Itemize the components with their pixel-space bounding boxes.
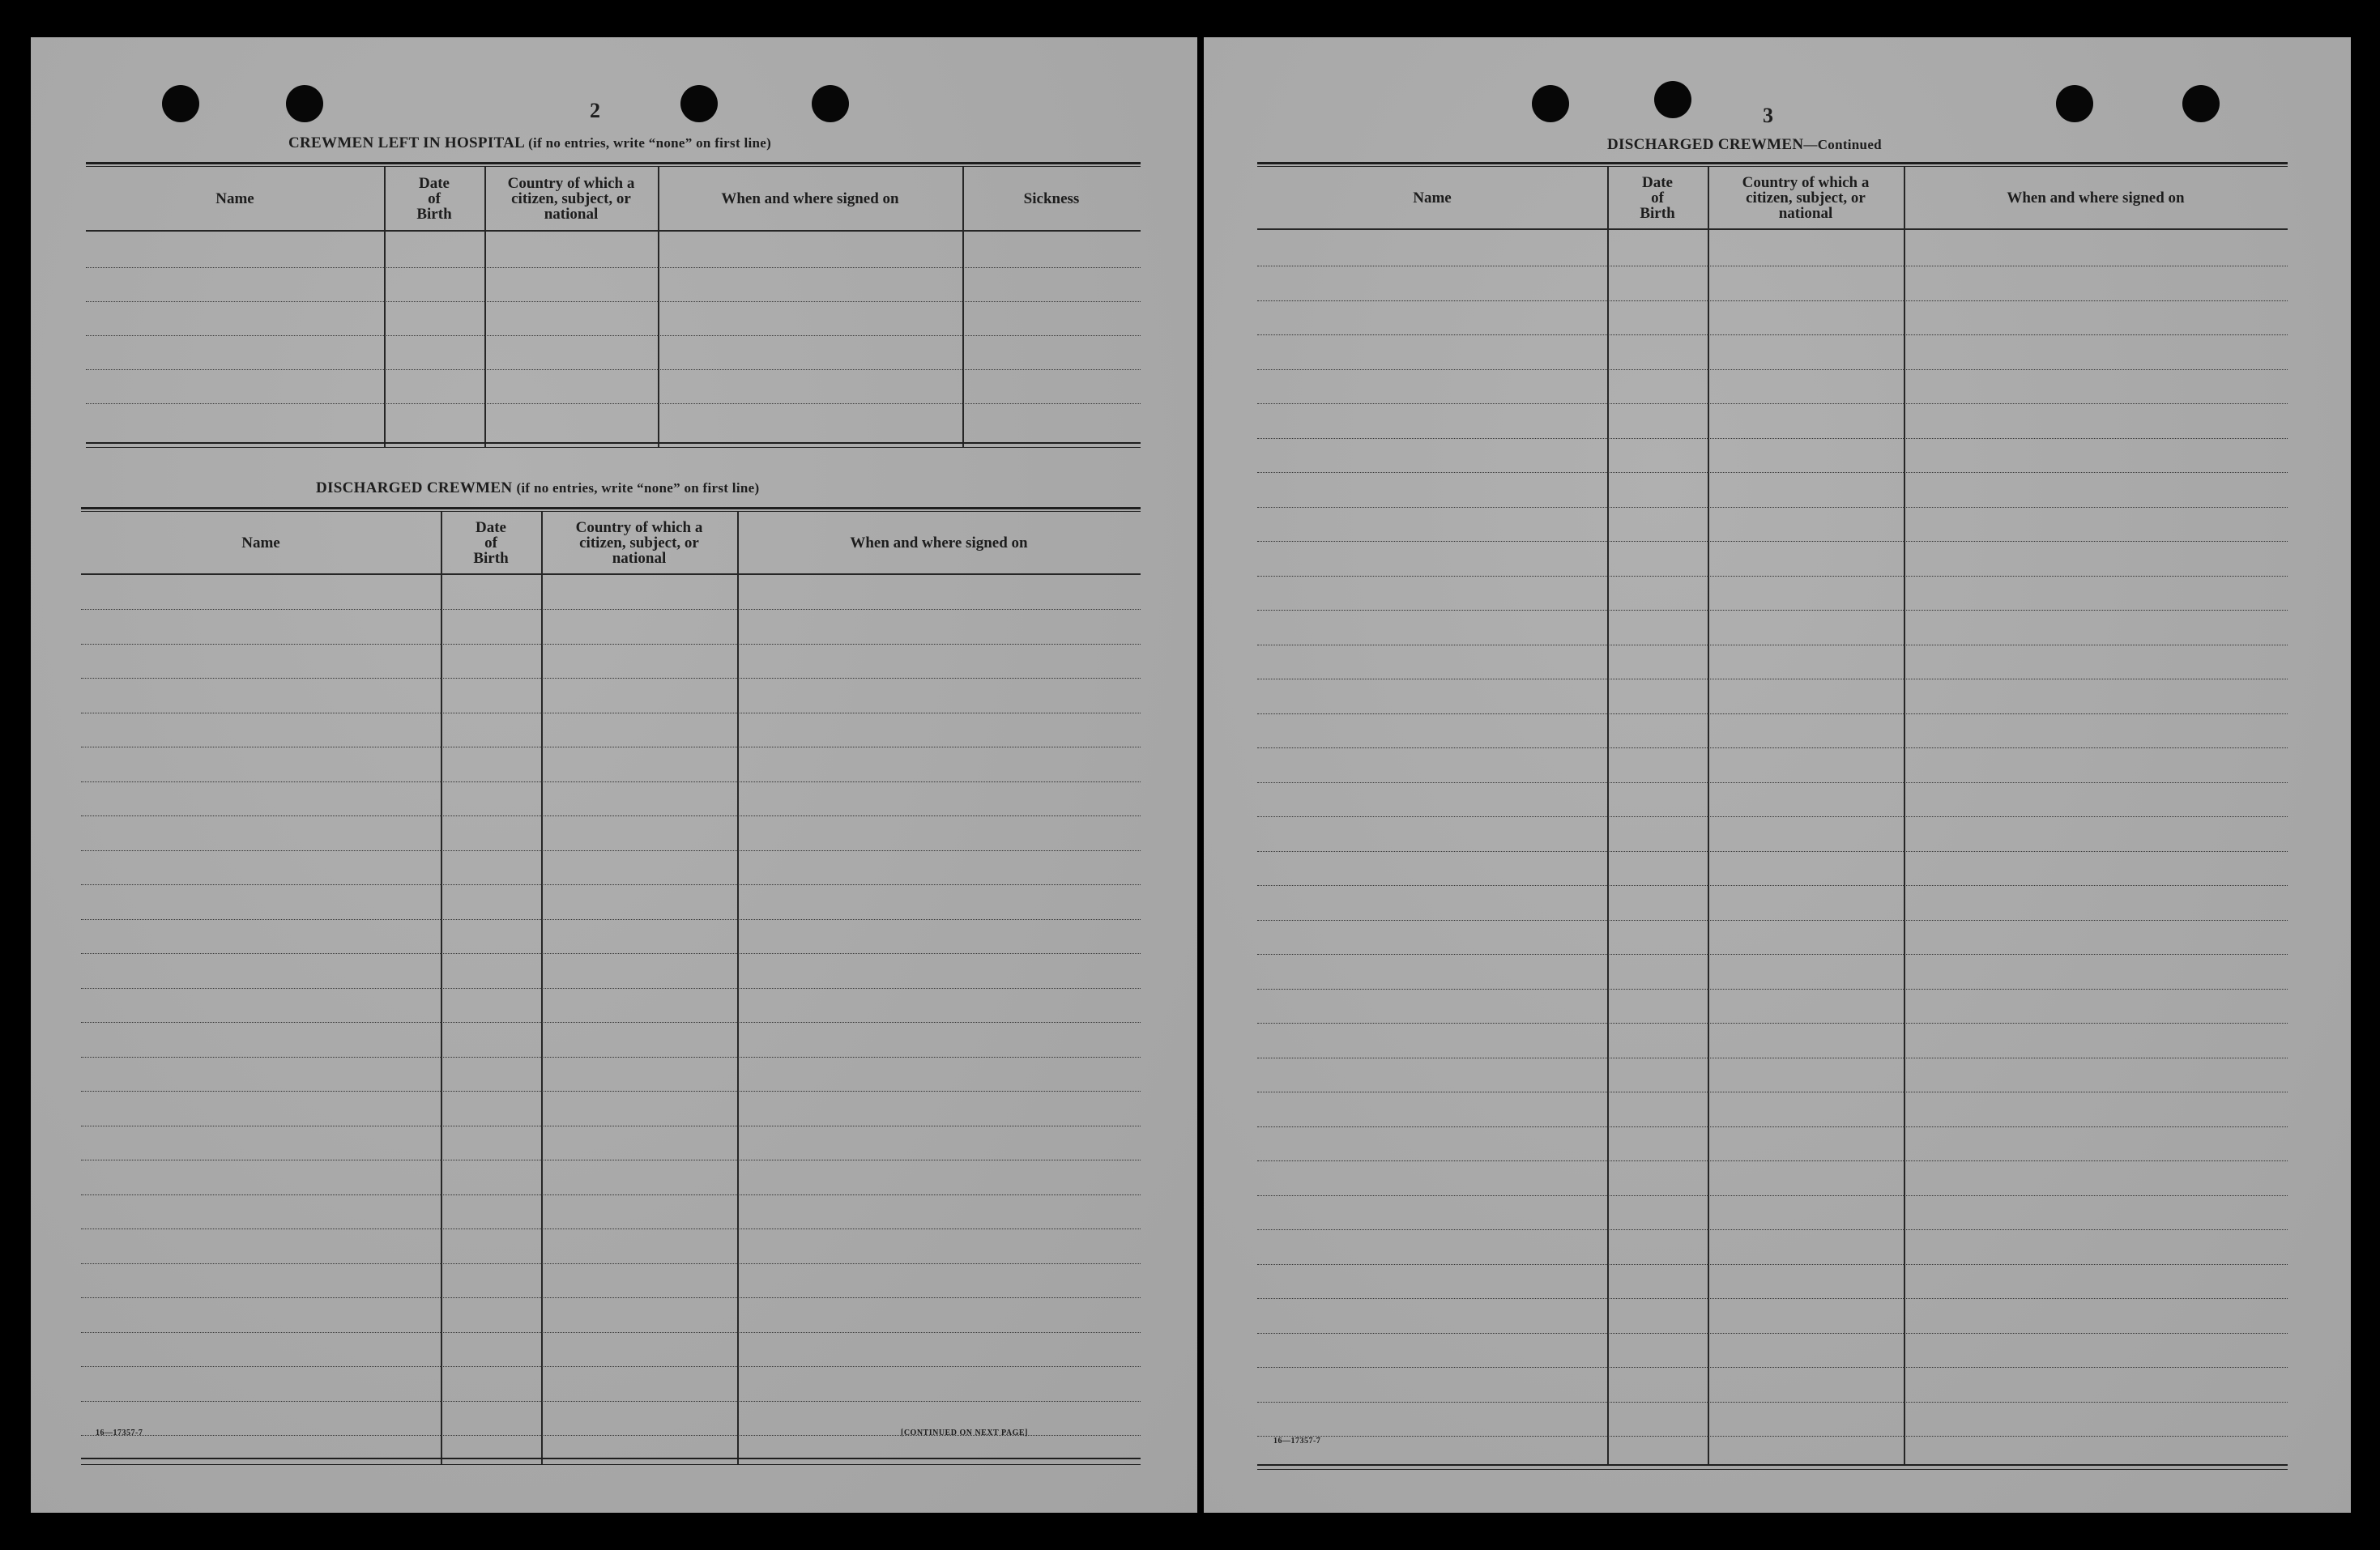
- entry-line: [1257, 1264, 2288, 1265]
- entry-line: [81, 1263, 1141, 1264]
- table-bottom-rule: [1257, 1469, 2288, 1470]
- column-header-signed-on: When and where signed on: [721, 189, 899, 207]
- hospital-section-title: [288, 134, 771, 152]
- entry-line: [1257, 610, 2288, 611]
- entry-line: [1257, 1023, 2288, 1024]
- entry-line: [1257, 885, 2288, 886]
- entry-line: [1257, 438, 2288, 439]
- punch-hole: [812, 85, 849, 122]
- entry-line: [81, 1194, 1141, 1195]
- entry-line: [81, 1091, 1141, 1092]
- table-bottom-rule: [81, 1458, 1141, 1459]
- entry-line: [1257, 1229, 2288, 1230]
- column-header-date-of-birth: Date of Birth: [416, 174, 452, 223]
- discharged-instruction-text: (if no entries, write “none” on first line): [516, 480, 760, 496]
- punch-hole: [1654, 81, 1691, 118]
- page-number: 3: [1763, 104, 1773, 127]
- entry-line: [81, 1366, 1141, 1367]
- entry-line: [1257, 576, 2288, 577]
- entry-line: [1257, 1436, 2288, 1437]
- entry-line: [1257, 334, 2288, 335]
- form-number: 16—17357-7: [96, 1429, 143, 1437]
- header-bottom-rule: [1257, 228, 2288, 230]
- entry-line: [81, 815, 1141, 816]
- column-header-signed-on: When and where signed on: [2007, 189, 2185, 207]
- punch-hole: [286, 85, 323, 122]
- entry-line: [86, 403, 1141, 404]
- continued-note: [CONTINUED ON NEXT PAGE]: [901, 1429, 1028, 1437]
- table-top-rule: [86, 162, 1141, 164]
- hospital-table: [86, 162, 1141, 449]
- entry-line: [86, 335, 1141, 336]
- discharged-section-title: [316, 479, 759, 497]
- entry-line: [1257, 851, 2288, 852]
- punch-hole: [2182, 85, 2220, 122]
- entry-line: [81, 988, 1141, 989]
- column-header-date-of-birth: Date of Birth: [473, 518, 509, 567]
- entry-line: [81, 884, 1141, 885]
- entry-line: [81, 781, 1141, 782]
- entry-line: [1257, 782, 2288, 783]
- entry-line: [81, 678, 1141, 679]
- column-header-sickness: Sickness: [1023, 189, 1080, 207]
- table-bottom-rule: [86, 447, 1141, 448]
- table-bottom-rule: [81, 1464, 1141, 1465]
- punch-hole: [2056, 85, 2093, 122]
- entry-line: [1257, 713, 2288, 714]
- entry-line: [81, 953, 1141, 954]
- discharged-table: [81, 507, 1141, 1467]
- entry-line: [81, 850, 1141, 851]
- entry-line: [1257, 747, 2288, 748]
- discharged-continued-title: [1607, 136, 1882, 154]
- column-header-name: Name: [215, 189, 254, 207]
- entry-line: [81, 644, 1141, 645]
- entry-line: [86, 369, 1141, 370]
- entry-line: [1257, 920, 2288, 921]
- entry-line: [81, 1332, 1141, 1333]
- continued-suffix: —Continued: [1803, 137, 1882, 152]
- form-number: 16—17357-7: [1273, 1437, 1321, 1446]
- column-header-date-of-birth: Date of Birth: [1640, 173, 1675, 222]
- entry-line: [81, 609, 1141, 610]
- punch-hole: [1532, 85, 1569, 122]
- page-number: 2: [590, 99, 600, 122]
- punch-hole: [162, 85, 199, 122]
- entry-line: [1257, 989, 2288, 990]
- entry-line: [1257, 541, 2288, 542]
- column-header-country: Country of which a citizen, subject, or national: [575, 518, 703, 567]
- hospital-title-text: CREWMEN LEFT IN HOSPITAL: [288, 134, 525, 151]
- entry-line: [86, 267, 1141, 268]
- header-bottom-rule: [81, 573, 1141, 575]
- table-top-rule: [1257, 162, 2288, 164]
- entry-line: [1257, 1402, 2288, 1403]
- table-top-rule: [81, 507, 1141, 509]
- column-header-signed-on: When and where signed on: [850, 534, 1028, 551]
- entry-line: [1257, 1298, 2288, 1299]
- entry-line: [1257, 472, 2288, 473]
- entry-line: [1257, 1367, 2288, 1368]
- entry-line: [81, 1057, 1141, 1058]
- entry-line: [1257, 816, 2288, 817]
- entry-line: [81, 1022, 1141, 1023]
- entry-line: [81, 919, 1141, 920]
- entry-line: [1257, 300, 2288, 301]
- entry-line: [1257, 1160, 2288, 1161]
- entry-line: [1257, 1333, 2288, 1334]
- discharged-title-text: DISCHARGED CREWMEN: [316, 479, 513, 496]
- entry-line: [1257, 1195, 2288, 1196]
- header-bottom-rule: [86, 230, 1141, 232]
- column-header-name: Name: [1413, 189, 1452, 207]
- entry-line: [81, 1297, 1141, 1298]
- entry-line: [81, 1401, 1141, 1402]
- entry-line: [1257, 1126, 2288, 1127]
- right-form-page: [1204, 37, 2351, 1513]
- entry-line: [1257, 507, 2288, 508]
- discharged-continued-table: [1257, 162, 2288, 1472]
- discharged-continued-title-text: DISCHARGED CREWMEN: [1607, 136, 1804, 153]
- entry-line: [1257, 369, 2288, 370]
- left-form-page: [31, 37, 1197, 1513]
- punch-hole: [680, 85, 718, 122]
- table-bottom-rule: [1257, 1464, 2288, 1466]
- hospital-instruction-text: (if no entries, write “none” on first line): [528, 135, 772, 151]
- column-header-name: Name: [241, 534, 280, 551]
- column-header-country: Country of which a citizen, subject, or national: [1742, 173, 1870, 222]
- entry-line: [1257, 954, 2288, 955]
- entry-line: [1257, 403, 2288, 404]
- column-header-country: Country of which a citizen, subject, or national: [507, 174, 635, 223]
- entry-line: [86, 301, 1141, 302]
- table-bottom-rule: [86, 442, 1141, 444]
